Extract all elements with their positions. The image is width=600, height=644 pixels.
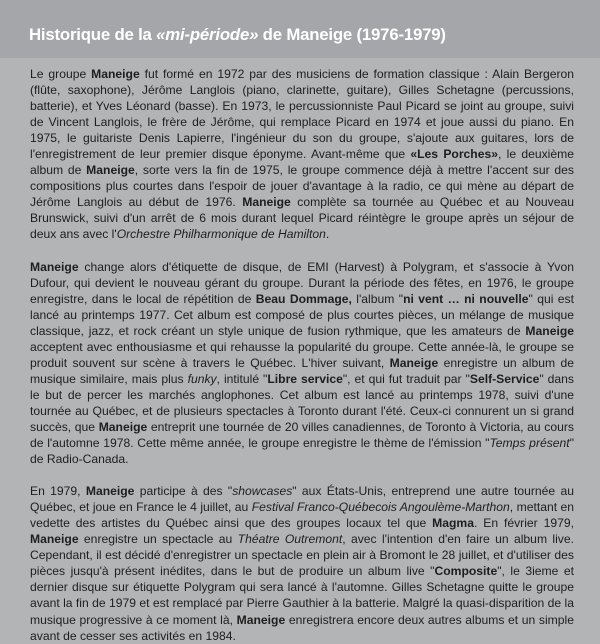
text-run: complète sa tournée au Québec et au Nouveau Brunswick, suivi d'un arrêt de 6 mois durant lequel Picard réintègre le groupe après un séjour de deux ans avec l' <box>30 195 574 242</box>
bold-text-run: Beau Dommage, <box>255 291 352 306</box>
text-run: acceptent avec enthousiasme et qui rehausse la popularité du groupe. Cette année-là, le groupe se produit souvent sur scène à travers le Québec. L'hiver suivant, <box>30 339 574 370</box>
text-run: . En février 1979, <box>473 516 574 531</box>
text-run: , avec l'intention d'en faire un album live. Cependant, il est décidé d'enregistrer un spectacle en plein air à Bromont le 28 juillet, et d'utiliser des pièces jusqu'à présent inédites, dans le but de produire un album live " <box>30 532 574 579</box>
paragraph-1 <box>30 66 574 243</box>
bold-text-run: Maneige <box>242 195 291 210</box>
bold-text-run: Maneige <box>525 323 574 338</box>
text-run: change alors d'étiquette de disque, de EMI (Harvest) à Polygram, et s'associe à Yvon Dufour, qui devient le nouveau gérant du groupe. Durant la période des fêtes, en 1976, le groupe enregistre, dans le local de répétition de <box>30 259 574 306</box>
italic-text-run: showcases <box>232 484 293 499</box>
text-run: ", le 3ieme et dernier disque sur étiquette Polygram qui sera lancé à l'automne. Gilles Schetagne quitte le groupe avant la fin de 1979 et est remplacé par Pierre Gauthier à la batterie. Malgré la quasi-disparition de la musique progressive à ce moment là, <box>30 564 574 627</box>
title-italic-term: «mi-période» <box>156 25 259 44</box>
bold-text-run: Libre service <box>267 371 343 386</box>
text-run: , le deuxième album de <box>30 147 574 178</box>
text-run: , intitulé " <box>216 371 268 386</box>
text-run: participe à des " <box>134 484 233 499</box>
text-run: , sorte vers la fin de 1975, le groupe commence déjà à mettre l'accent sur des compositions plus courtes dans l'espoir de jouer d'avantage à la radio, ce qui mène au départ de Jérôme Langlois au début de 1976. <box>30 163 574 210</box>
italic-text-run: Orchestre Philharmonique de Hamilton <box>116 227 326 242</box>
text-run: ", et qui fut traduit par " <box>342 371 470 386</box>
text-run: " de Radio-Canada. <box>30 436 574 467</box>
italic-text-run: Festival Franco-Québecois Angoulème-Marthon <box>251 500 510 515</box>
text-run: l'album " <box>351 291 404 306</box>
bold-text-run: Self-Service <box>469 371 540 386</box>
paragraph-3 <box>30 483 574 643</box>
text-run: fut formé en 1972 par des musiciens de formation classique : Alain Bergeron (flûte, saxophone), Jérôme Langlois (piano, clarinette, guitare), Gilles Schetagne (percussions, batterie), et Yves Léonard (basse). En 1973, le percussionniste Paul Picard se joint au groupe, suivi de Vincent Langlois, le frère de Jérôme, qui remplace Picard en 1974 et joue aussi du piano. En 1975, le guitariste Denis Lapierre, l'ingénieur du son du groupe, s'ajoute aux guitares, lors de l'enregistrement de leur premier disque éponyme. Avant-même que <box>30 67 574 162</box>
paragraph-2 <box>30 259 574 468</box>
article-body <box>30 66 574 644</box>
bold-text-run: Maneige <box>85 484 135 499</box>
bold-text-run: Maneige <box>98 419 148 434</box>
text-run: " aux États-Unis, entreprend une autre tournée au Québec, et joue en France le 4 juillet, au <box>30 484 574 515</box>
bold-text-run: Maneige <box>236 612 286 627</box>
text-run: enregistre un spectacle au <box>78 532 238 547</box>
text-run: En 1979, <box>30 484 86 499</box>
bold-text-run: Maneige <box>30 532 79 547</box>
text-run: enregistrera encore deux autres albums et un simple avant de cesser ses activités en 1984. <box>30 612 574 643</box>
bold-text-run: Maneige <box>86 163 135 178</box>
bold-text-run: ni vent … ni nouvelle <box>403 291 529 306</box>
italic-text-run: Théatre Outremont <box>237 532 343 547</box>
text-run: enregistre un album de musique similaire, mais plus <box>30 355 575 386</box>
text-run: Le groupe <box>30 67 92 81</box>
text-run: entreprit une tournée de 20 villes canadiennes, de Toronto à Victoria, au cours de l'automne 1978. Cette même année, le groupe enregistre le thème de l'émission " <box>30 419 574 451</box>
bold-text-run: Maneige <box>389 355 439 370</box>
italic-text-run: Temps présent <box>489 436 570 451</box>
bold-text-run: Magma <box>432 516 474 531</box>
text-run: . <box>325 227 330 242</box>
text-run: , mettant en vedette des artistes du Québec ainsi que des groupes locaux tel que <box>30 500 574 531</box>
text-run: " qui est lancé au printemps 1977. Cet album est composé de plus courtes pièces, un mélange de musique classique, jazz, et rock créant un style unique de fusion rythmique, que les amateurs de <box>30 291 575 338</box>
bold-text-run: Maneige <box>30 259 79 274</box>
bold-text-run: Composite <box>434 564 498 579</box>
italic-text-run: funky <box>187 371 217 386</box>
text-run: " dans le but de percer les marchés anglophones. Cet album est lancé au printemps 1978, suivi d'une tournée au Québec, et de plusieurs spectacles à Toronto durant l'été. Ceux-ci connurent un si grand succès, que <box>30 371 574 434</box>
page-title: Historique de la «mi-période» de Maneige (1976-1979) <box>29 25 446 44</box>
bold-text-run: «Les Porches» <box>410 147 498 162</box>
bold-text-run: Maneige <box>91 67 140 81</box>
